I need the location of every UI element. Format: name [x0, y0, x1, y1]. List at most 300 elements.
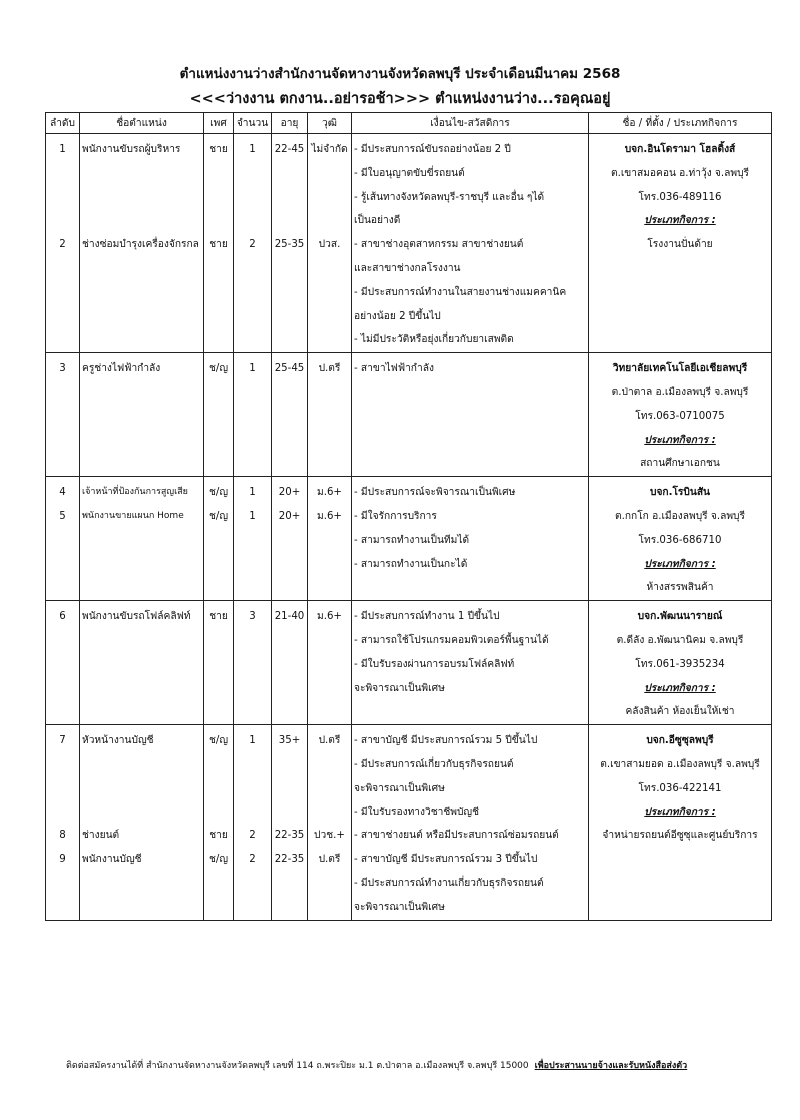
cell-quantity-line [236, 281, 269, 305]
cell-education-line: ป.ตรี [318, 854, 341, 866]
cell-employer-line: โทร.036-422141 [638, 782, 722, 794]
cell-age-line: 20+ [278, 510, 301, 522]
cell-conditions-line: - สาขาไฟฟ้ากำลัง [354, 363, 434, 375]
cell-quantity-line: 2 [249, 239, 256, 251]
cell-sex-line [206, 896, 231, 920]
cell-education-line: ไม่จำกัด [311, 144, 348, 155]
cell-education-line [310, 529, 349, 553]
cell-education-line: ป.ตรี [318, 363, 341, 375]
cell-no-line [48, 452, 77, 476]
cell-sex [204, 477, 234, 601]
cell-position-line: เจ้าหน้าที่ป้องกันการสูญเสีย [82, 487, 188, 498]
cell-employer-line: สถานศึกษาเอกชน [640, 458, 720, 470]
cell-no-line [48, 405, 77, 429]
cell-conditions-line: - มีประสบการณ์ทำงาน 1 ปีขึ้นไป [354, 611, 500, 623]
cell-employer-line: ต.เขาสามยอด อ.เมืองลพบุรี จ.ลพบุรี [600, 758, 760, 770]
cell-no-line: 5 [59, 510, 66, 522]
cell-conditions [352, 134, 589, 353]
cell-education-line: ม.6+ [317, 510, 342, 522]
cell-position-line [82, 257, 201, 281]
cell-education [308, 601, 352, 725]
cell-quantity [234, 601, 272, 725]
cell-conditions-line [354, 452, 586, 476]
cell-position-line [82, 209, 201, 233]
cell-conditions-line [354, 700, 586, 724]
cell-education-line [310, 305, 349, 329]
cell-position-line [82, 381, 201, 405]
cell-quantity-line [236, 405, 269, 429]
cell-position-line: พนักงานขายแผนก Home [82, 510, 184, 521]
cell-employer [589, 134, 772, 353]
footer-contact [66, 1058, 687, 1072]
cell-age-line [274, 305, 305, 329]
cell-position-line [82, 753, 201, 777]
cell-age-line [274, 872, 305, 896]
cell-sex [204, 601, 234, 725]
cell-quantity-line [236, 529, 269, 553]
cell-sex-line: ชาย [209, 830, 228, 842]
cell-quantity-line: 3 [249, 611, 256, 623]
cell-quantity [234, 134, 272, 353]
cell-conditions-line: - มีประสบการณ์ขับรถอย่างน้อย 2 ปี [354, 144, 511, 155]
cell-employer-line: โรงงานปั่นด้าย [647, 239, 713, 251]
cell-education-line [310, 553, 349, 577]
cell-age-line [274, 896, 305, 920]
table-row [46, 477, 772, 601]
cell-employer-line: ประเภทกิจการ : [644, 215, 716, 227]
cell-quantity-line [236, 553, 269, 577]
cell-education-line [310, 576, 349, 600]
cell-conditions [352, 353, 589, 477]
cell-age [272, 353, 308, 477]
cell-position [80, 601, 204, 725]
cell-no-line [48, 381, 77, 405]
cell-age-line [274, 162, 305, 186]
cell-position-line [82, 801, 201, 825]
cell-no-line [48, 429, 77, 453]
cell-no [46, 601, 80, 725]
cell-position-line [82, 553, 201, 577]
cell-employer [589, 601, 772, 725]
cell-age-line [274, 257, 305, 281]
cell-education-line [310, 896, 349, 920]
cell-position-line [82, 677, 201, 701]
cell-no-line: 8 [59, 830, 66, 842]
cell-quantity-line: 2 [249, 830, 256, 842]
cell-employer-line: บจก.อินโดรามา โฮลดิ้งส์ [624, 144, 736, 155]
cell-conditions-line: - สาขาช่างยนต์ หรือมีประสบการณ์ซ่อมรถยนต์ [354, 830, 559, 842]
cell-age-line [274, 452, 305, 476]
cell-position-line: ช่างซ่อมบำรุงเครื่องจักรกล [82, 239, 199, 251]
cell-education-line [310, 452, 349, 476]
cell-position-line [82, 162, 201, 186]
cell-education-line [310, 162, 349, 186]
cell-no-line [48, 653, 77, 677]
cell-age-line: 22-35 [274, 854, 305, 866]
cell-no-line: 4 [59, 487, 66, 499]
cell-no-line: 7 [59, 735, 66, 747]
cell-conditions-line: จะพิจารณาเป็นพิเศษ [354, 782, 445, 794]
cell-position-line [82, 305, 201, 329]
cell-education [308, 725, 352, 920]
cell-age-line [274, 677, 305, 701]
cell-education-line [310, 700, 349, 724]
cell-no-line [48, 305, 77, 329]
header-education: วุฒิ [308, 113, 352, 134]
cell-quantity [234, 477, 272, 601]
cell-age-line [274, 777, 305, 801]
cell-education-line: ป.ตรี [318, 735, 341, 747]
cell-quantity-line: 1 [249, 363, 256, 375]
cell-position-line [82, 629, 201, 653]
cell-education-line: ปวช.+ [314, 830, 345, 842]
cell-employer-line: ต.กกโก อ.เมืองลพบุรี จ.ลพบุรี [615, 510, 745, 522]
cell-age-line [274, 529, 305, 553]
cell-no-line [48, 328, 77, 352]
cell-position-line: ช่างยนต์ [82, 830, 120, 842]
header-position: ชื่อตำแหน่ง [80, 113, 204, 134]
cell-sex-line [206, 629, 231, 653]
cell-no-line: 2 [59, 239, 66, 251]
cell-conditions-line: - สาขาบัญชี มีประสบการณ์รวม 3 ปีขึ้นไป [354, 854, 538, 866]
cell-age-line [274, 328, 305, 352]
cell-sex-line: ช/ญ [208, 735, 229, 747]
cell-employer-line: ต.เขาสมอคอน อ.ท่าวุ้ง จ.ลพบุรี [610, 167, 750, 179]
cell-employer-line: ห้างสรรพสินค้า [646, 582, 714, 594]
cell-position-line [82, 328, 201, 352]
cell-conditions-line: - สาขาช่างอุตสาหกรรม สาขาช่างยนต์ [354, 239, 524, 251]
cell-education-line [310, 186, 349, 210]
cell-no-line [48, 257, 77, 281]
cell-position-line [82, 896, 201, 920]
cell-quantity-line [236, 629, 269, 653]
cell-age-line [274, 801, 305, 825]
cell-quantity [234, 725, 272, 920]
cell-position-line [82, 576, 201, 600]
cell-sex-line [206, 305, 231, 329]
cell-no-line: 6 [59, 611, 66, 623]
cell-age-line [274, 429, 305, 453]
cell-education-line [310, 257, 349, 281]
cell-no [46, 477, 80, 601]
cell-conditions-line: - มีใบรับรองทางวิชาชีพบัญชี [354, 806, 480, 818]
table-row [46, 601, 772, 725]
cell-education [308, 134, 352, 353]
cell-employer-line: บจก.โรบินสัน [649, 487, 711, 499]
cell-conditions-line: จะพิจารณาเป็นพิเศษ [354, 682, 445, 694]
cell-age-line [274, 405, 305, 429]
cell-sex-line [206, 429, 231, 453]
cell-position [80, 725, 204, 920]
cell-employer-line: บจก.พัฒนนารายณ์ [637, 611, 723, 623]
cell-sex-line [206, 576, 231, 600]
cell-employer [589, 725, 772, 920]
cell-quantity-line [236, 777, 269, 801]
cell-quantity-line [236, 328, 269, 352]
cell-quantity-line [236, 429, 269, 453]
cell-employer-line [591, 848, 769, 872]
cell-position-line [82, 700, 201, 724]
cell-position-line: ครูช่างไฟฟ้ากำลัง [82, 363, 161, 375]
cell-education-line [310, 801, 349, 825]
cell-sex-line: ชาย [209, 239, 228, 251]
cell-quantity-line [236, 653, 269, 677]
cell-conditions [352, 725, 589, 920]
cell-sex [204, 134, 234, 353]
cell-sex-line: ช/ญ [208, 854, 229, 866]
cell-sex-line [206, 452, 231, 476]
cell-conditions-line: - รู้เส้นทางจังหวัดลพบุรี-ราชบุรี และอื่น ๆได้ [354, 191, 545, 203]
cell-age [272, 725, 308, 920]
cell-position-line [82, 452, 201, 476]
cell-position-line: หัวหน้างานบัญชี [82, 735, 154, 747]
cell-employer-line [591, 872, 769, 896]
cell-conditions-line: - สามารถใช้โปรแกรมคอมพิวเตอร์พื้นฐานได้ [354, 634, 549, 646]
cell-sex-line [206, 801, 231, 825]
cell-no-line: 1 [59, 144, 66, 155]
cell-age-line [274, 209, 305, 233]
cell-education-line [310, 653, 349, 677]
cell-no-line [48, 281, 77, 305]
cell-quantity-line [236, 452, 269, 476]
page-title: ตำแหน่งงานว่างสำนักงานจัดหางานจังหวัดลพบุรี ประจำเดือนมีนาคม 2568 [179, 66, 621, 82]
cell-quantity-line: 2 [249, 854, 256, 866]
table-row [46, 134, 772, 353]
cell-sex-line [206, 209, 231, 233]
cell-employer [589, 477, 772, 601]
cell-sex-line [206, 529, 231, 553]
cell-employer-line [591, 257, 769, 281]
cell-position-line [82, 653, 201, 677]
cell-employer-line: ประเภทกิจการ : [644, 558, 716, 570]
cell-no-line [48, 529, 77, 553]
table-row [46, 353, 772, 477]
cell-age-line: 22-45 [274, 144, 305, 155]
footer-address: ติดต่อสมัครงานได้ที่ สำนักงานจัดหางานจังหวัดลพบุรี เลขที่ 114 ถ.พระปิยะ ม.1 ต.ป่าตาล อ.เมืองลพบุรี จ.ลพบุรี 15000 [66, 1061, 529, 1071]
cell-age-line: 35+ [278, 735, 301, 747]
cell-conditions-line: - สามารถทำงานเป็นกะได้ [354, 558, 468, 570]
cell-education-line [310, 777, 349, 801]
cell-age-line: 21-40 [274, 611, 305, 623]
cell-conditions-line: - มีประสบการณ์จะพิจารณาเป็นพิเศษ [354, 487, 516, 499]
footer-emphasis: เพื่อประสานนายจ้างและรับหนังสือส่งตัว [534, 1061, 688, 1071]
cell-sex-line [206, 753, 231, 777]
cell-quantity-line: 1 [249, 487, 256, 499]
cell-age-line: 25-45 [274, 363, 305, 375]
cell-quantity-line: 1 [249, 144, 256, 155]
cell-quantity-line [236, 753, 269, 777]
cell-age-line: 20+ [278, 487, 301, 499]
cell-age-line: 22-35 [274, 830, 305, 842]
cell-no-line [48, 700, 77, 724]
cell-quantity-line [236, 896, 269, 920]
cell-education-line [310, 381, 349, 405]
cell-conditions-line: - มีประสบการณ์ทำงานเกี่ยวกับธุรกิจรถยนต์ [354, 877, 544, 889]
cell-conditions [352, 477, 589, 601]
cell-no-line [48, 553, 77, 577]
cell-sex [204, 725, 234, 920]
cell-conditions-line [354, 576, 586, 600]
cell-employer-line: คลังสินค้า ห้องเย็นให้เช่า [625, 706, 735, 718]
cell-age-line [274, 381, 305, 405]
cell-quantity-line [236, 872, 269, 896]
cell-quantity-line [236, 257, 269, 281]
cell-employer [589, 353, 772, 477]
cell-age [272, 134, 308, 353]
cell-position [80, 134, 204, 353]
cell-sex-line: ช/ญ [208, 487, 229, 499]
cell-sex-line [206, 553, 231, 577]
cell-employer-line: ต.ป่าตาล อ.เมืองลพบุรี จ.ลพบุรี [611, 386, 749, 398]
cell-no-line [48, 896, 77, 920]
cell-position-line [82, 872, 201, 896]
cell-employer-line: ประเภทกิจการ : [644, 682, 716, 694]
cell-no-line [48, 209, 77, 233]
cell-education-line [310, 677, 349, 701]
cell-sex-line [206, 653, 231, 677]
cell-conditions-line: - สามารถทำงานเป็นทีมได้ [354, 534, 470, 546]
cell-position-line [82, 281, 201, 305]
cell-no [46, 353, 80, 477]
header-no: ลำดับ [46, 113, 80, 134]
table-header-row [46, 113, 772, 134]
cell-sex-line [206, 328, 231, 352]
cell-quantity-line [236, 186, 269, 210]
cell-conditions-line: - มีใจรักการบริการ [354, 510, 437, 522]
cell-sex-line: ชาย [209, 144, 228, 155]
cell-sex-line [206, 257, 231, 281]
cell-no-line [48, 777, 77, 801]
cell-employer-line [591, 896, 769, 920]
cell-no-line [48, 162, 77, 186]
header-age: อายุ [272, 113, 308, 134]
cell-sex-line: ช/ญ [208, 363, 229, 375]
page-subtitle: <<<ว่างงาน ตกงาน..อย่ารอช้า>>> ตำแหน่งงานว่าง...รอคุณอยู่ [189, 91, 611, 107]
cell-quantity-line: 1 [249, 735, 256, 747]
cell-conditions-line: อย่างน้อย 2 ปีขึ้นไป [354, 310, 441, 322]
cell-conditions-line [354, 405, 586, 429]
cell-age-line [274, 576, 305, 600]
cell-education-line [310, 629, 349, 653]
cell-sex-line [206, 281, 231, 305]
cell-no-line [48, 753, 77, 777]
job-vacancy-table [45, 112, 772, 921]
cell-education-line [310, 281, 349, 305]
cell-conditions-line: - มีประสบการณ์เกี่ยวกับธุรกิจรถยนต์ [354, 758, 514, 770]
cell-no-line [48, 677, 77, 701]
cell-quantity-line [236, 162, 269, 186]
cell-age-line [274, 281, 305, 305]
cell-education-line [310, 753, 349, 777]
cell-position-line: พนักงานขับรถผู้บริหาร [82, 144, 181, 155]
cell-education-line: ม.6+ [317, 487, 342, 499]
header-quantity: จำนวน [234, 113, 272, 134]
cell-education-line: ม.6+ [317, 611, 342, 623]
cell-quantity-line [236, 305, 269, 329]
cell-no-line [48, 576, 77, 600]
cell-position [80, 353, 204, 477]
cell-age-line [274, 186, 305, 210]
header-conditions: เงื่อนไข-สวัสดิการ [352, 113, 589, 134]
cell-employer-line: วิทยาลัยเทคโนโลยีเอเชียลพบุรี [612, 363, 748, 375]
cell-age-line: 25-35 [274, 239, 305, 251]
cell-age [272, 477, 308, 601]
cell-conditions-line: และสาขาช่างกลโรงงาน [354, 262, 461, 274]
cell-age [272, 601, 308, 725]
table-row [46, 725, 772, 920]
cell-conditions-line: จะพิจารณาเป็นพิเศษ [354, 901, 445, 913]
cell-education [308, 353, 352, 477]
cell-no [46, 134, 80, 353]
cell-quantity [234, 353, 272, 477]
cell-quantity-line [236, 209, 269, 233]
cell-education-line [310, 328, 349, 352]
cell-conditions-line: - สาขาบัญชี มีประสบการณ์รวม 5 ปีขึ้นไป [354, 735, 538, 747]
cell-employer-line: บจก.อีซูซุลพบุรี [646, 735, 714, 747]
cell-sex-line [206, 162, 231, 186]
cell-conditions-line: เป็นอย่างดี [354, 215, 401, 227]
cell-conditions-line: - ไม่มีประวัติหรือยุ่งเกี่ยวกับยาเสพติด [354, 334, 514, 346]
cell-age-line [274, 653, 305, 677]
cell-sex-line: ช/ญ [208, 510, 229, 522]
cell-education-line [310, 209, 349, 233]
cell-conditions [352, 601, 589, 725]
cell-employer-line: โทร.036-489116 [638, 191, 722, 203]
cell-employer-line [591, 305, 769, 329]
cell-employer-line: โทร.061-3935234 [635, 658, 725, 670]
cell-employer-line: ต.ดีลัง อ.พัฒนานิคม จ.ลพบุรี [616, 634, 744, 646]
header-employer: ชื่อ / ที่ตั้ง / ประเภทกิจการ [589, 113, 772, 134]
cell-sex-line [206, 381, 231, 405]
cell-no [46, 725, 80, 920]
cell-position-line [82, 186, 201, 210]
cell-position [80, 477, 204, 601]
cell-no-line [48, 801, 77, 825]
cell-conditions-line: - มีใบอนุญาตขับขี่รถยนต์ [354, 167, 465, 179]
cell-employer-line [591, 328, 769, 352]
cell-sex-line [206, 186, 231, 210]
cell-employer-line: โทร.036-686710 [638, 534, 722, 546]
cell-sex-line [206, 777, 231, 801]
cell-quantity-line [236, 576, 269, 600]
header-sex: เพศ [204, 113, 234, 134]
cell-conditions-line [354, 381, 586, 405]
cell-education-line: ปวส. [318, 239, 341, 251]
cell-education-line [310, 429, 349, 453]
cell-position-line [82, 405, 201, 429]
cell-no-line: 9 [59, 854, 66, 866]
cell-conditions-line: - มีประสบการณ์ทำงานในสายงานช่างแมคคานิค [354, 286, 567, 298]
cell-education-line [310, 872, 349, 896]
cell-employer-line [591, 281, 769, 305]
cell-quantity-line [236, 801, 269, 825]
cell-no-line [48, 186, 77, 210]
cell-sex-line [206, 872, 231, 896]
cell-position-line: พนักงานบัญชี [82, 854, 142, 866]
cell-sex-line [206, 677, 231, 701]
cell-employer-line: ประเภทกิจการ : [644, 806, 716, 818]
cell-quantity-line [236, 677, 269, 701]
cell-conditions-line [354, 429, 586, 453]
cell-age-line [274, 700, 305, 724]
cell-no-line: 3 [59, 363, 66, 375]
cell-age-line [274, 629, 305, 653]
cell-education-line [310, 405, 349, 429]
cell-sex [204, 353, 234, 477]
cell-quantity-line [236, 381, 269, 405]
cell-age-line [274, 753, 305, 777]
cell-employer-line: โทร.063-0710075 [635, 410, 725, 422]
